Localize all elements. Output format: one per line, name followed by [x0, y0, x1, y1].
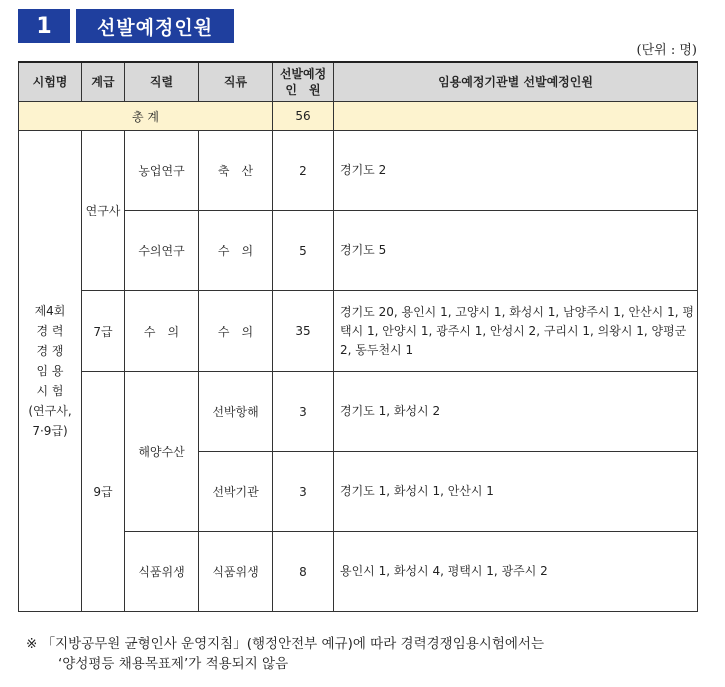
- exam-name-line: 임 용: [36, 364, 64, 378]
- table-row: [19, 131, 698, 211]
- grade-cell: 7급: [82, 291, 125, 372]
- count-cell: 35: [273, 291, 334, 372]
- exam-name-line: 7·9급): [32, 424, 68, 438]
- section-number: 1: [18, 9, 70, 43]
- header-exam: 시험명: [19, 62, 82, 102]
- series-cell: 해양수산: [125, 372, 199, 532]
- header-planned: [273, 62, 334, 102]
- class-cell: 수 의: [199, 211, 273, 291]
- footnote-line2: ‘양성평등 채용목표제’가 적용되지 않음: [58, 656, 289, 672]
- total-value: 56: [273, 102, 334, 131]
- count-cell: 5: [273, 211, 334, 291]
- footnote-line1: ※ 「지방공무원 균형인사 운영지침」(행정안전부 예규)에 따라 경력경쟁임용시험에서는: [26, 636, 544, 652]
- total-detail: [334, 102, 698, 131]
- recruitment-table: [18, 61, 698, 612]
- header-row: [19, 62, 698, 102]
- series-cell: 식품위생: [125, 532, 199, 612]
- table-row: [19, 372, 698, 452]
- header-by-agency: 임용예정기관별 선발예정인원: [334, 62, 698, 102]
- exam-name-line: 경 쟁: [36, 344, 64, 358]
- section-header: [18, 9, 234, 43]
- section-title: 선발예정인원: [76, 9, 234, 43]
- exam-name-line: 시 험: [36, 384, 64, 398]
- class-cell: 식품위생: [199, 532, 273, 612]
- header-class: 직류: [199, 62, 273, 102]
- series-cell: 수 의: [125, 291, 199, 372]
- header-series: 직렬: [125, 62, 199, 102]
- exam-name-line: 제4회: [34, 304, 66, 318]
- header-planned-line2: 인 원: [285, 83, 321, 97]
- detail-cell: 경기도 2: [334, 131, 698, 211]
- count-cell: 8: [273, 532, 334, 612]
- class-cell: 선박기관: [199, 452, 273, 532]
- series-cell: 수의연구: [125, 211, 199, 291]
- total-row: [19, 102, 698, 131]
- grade-cell: 연구사: [82, 131, 125, 291]
- detail-cell: 용인시 1, 화성시 4, 평택시 1, 광주시 2: [334, 532, 698, 612]
- detail-cell: 경기도 20, 용인시 1, 고양시 1, 화성시 1, 남양주시 1, 안산시 1, 평택시 1, 안양시 1, 광주시 1, 안성시 2, 구리시 1, 의왕시 1, 양평군 2, 동두천시 1: [334, 291, 698, 372]
- class-cell: 선박항해: [199, 372, 273, 452]
- detail-cell: 경기도 5: [334, 211, 698, 291]
- exam-name-cell: [19, 131, 82, 612]
- exam-name-line: 경 력: [36, 324, 64, 338]
- exam-name-line: (연구사,: [28, 404, 72, 418]
- detail-cell: 경기도 1, 화성시 2: [334, 372, 698, 452]
- header-grade: 계급: [82, 62, 125, 102]
- header-planned-line1: 선발예정: [279, 67, 327, 81]
- class-cell: 축 산: [199, 131, 273, 211]
- class-cell: 수 의: [199, 291, 273, 372]
- count-cell: 3: [273, 452, 334, 532]
- detail-cell: 경기도 1, 화성시 1, 안산시 1: [334, 452, 698, 532]
- count-cell: 2: [273, 131, 334, 211]
- grade-cell: 9급: [82, 372, 125, 612]
- unit-label: (단위 : 명): [636, 43, 697, 58]
- footnote: [26, 634, 544, 674]
- series-cell: 농업연구: [125, 131, 199, 211]
- table-row: [19, 291, 698, 372]
- count-cell: 3: [273, 372, 334, 452]
- total-label: 총 계: [19, 102, 273, 131]
